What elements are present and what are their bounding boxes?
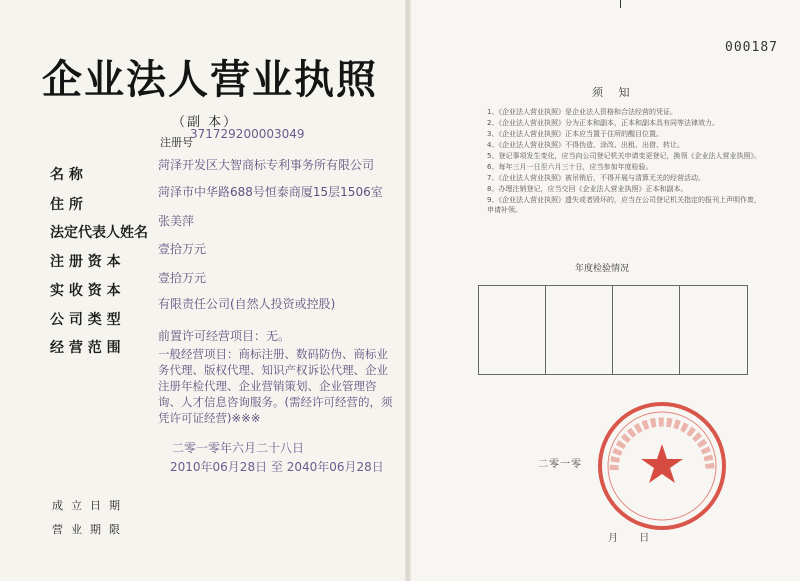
- field-value-legal-rep: 张美萍: [158, 214, 195, 228]
- notice-item: 3、《企业法人营业执照》正本应当置于住所的醒目位置。: [487, 130, 663, 138]
- registration-label: 注册号: [160, 136, 193, 149]
- notice-item: 1、《企业法人营业执照》是企业法人资格和合法经营的凭证。: [487, 108, 677, 116]
- established-date: 二零一零年六月二十八日: [172, 441, 305, 455]
- operating-period: 2010年06月28日 至 2040年06月28日: [170, 460, 384, 474]
- official-seal-icon: [594, 398, 730, 534]
- license-title: 企业法人营业执照: [42, 56, 378, 103]
- copy-type: （副 本）: [172, 115, 239, 130]
- period-label: 营业期限: [52, 523, 128, 536]
- field-value-registered-capital: 壹拾万元: [158, 242, 207, 256]
- issue-month-label: 月: [608, 533, 618, 544]
- inspection-cell: [479, 286, 546, 374]
- field-label-paid-capital: 实 收 资 本: [50, 283, 121, 299]
- established-label: 成立日期: [52, 499, 128, 512]
- serial-number: 000187: [725, 40, 778, 55]
- notice-title: 须 知: [592, 86, 636, 99]
- field-label-address: 住 所: [50, 197, 83, 213]
- field-label-name: 名 称: [50, 167, 83, 183]
- field-value-paid-capital: 壹拾万元: [158, 271, 207, 285]
- field-value-name: 菏泽开发区大智商标专利事务所有限公司: [158, 158, 375, 172]
- field-label-registered-capital: 注 册 资 本: [50, 254, 121, 270]
- field-value-prelicense: 前置许可经营项目：无。: [158, 329, 291, 343]
- notice-item: 4、《企业法人营业执照》不得伪造、涂改、出租、出借、转让。: [487, 141, 684, 149]
- notice-item: 9、《企业法人营业执照》遗失或者毁坏的，应当在公司登记机关指定的报刊上声明作废，申请补领。: [487, 196, 761, 214]
- field-label-legal-rep: 法定代表人姓名: [50, 225, 148, 241]
- inspection-cell: [613, 286, 680, 374]
- field-value-company-type: 有限责任公司(自然人投资或控股): [158, 297, 336, 311]
- issue-day-label: 日: [639, 533, 650, 544]
- notice-item: 8、办理注销登记，应当交回《企业法人营业执照》正本和副本。: [487, 185, 688, 193]
- business-scope-text: 一般经营项目：商标注册、数码防伪、商标业务代理、版权代理、知识产权诉讼代理、企业注册年检代理、企业营销策划、企业管理咨询、人才信息咨询服务。(需经许可经营的，须凭许可证经营)※※※: [158, 347, 393, 425]
- field-value-address: 菏泽市中华路688号恒泰商厦15层1506室: [158, 185, 383, 199]
- notice-item: 7、《企业法人营业执照》被吊销后，不得开展与清算无关的经营活动。: [487, 174, 705, 182]
- notice-item: 6、每年三月一日至六月三十日，应当参加年度检验。: [487, 163, 653, 171]
- notice-item: 5、登记事项发生变化，应当向公司登记机关申请变更登记，换领《企业法人营业执照》。: [487, 152, 761, 160]
- field-label-company-type: 公 司 类 型: [50, 312, 121, 328]
- notice-list: [487, 107, 767, 216]
- inspection-cell: [546, 286, 613, 374]
- page-fold: [405, 0, 411, 581]
- corner-mark: [620, 0, 621, 8]
- field-label-business-scope: 经 营 范 围: [50, 340, 121, 356]
- inspection-table: [478, 285, 748, 375]
- inspection-title: 年度检验情况: [575, 264, 630, 274]
- inspection-cell: [680, 286, 747, 374]
- issue-year: 二零一零: [538, 459, 582, 470]
- registration-number: 371729200003049: [190, 127, 305, 141]
- notice-item: 2、《企业法人营业执照》分为正本和副本，正本和副本具有同等法律效力。: [487, 119, 719, 127]
